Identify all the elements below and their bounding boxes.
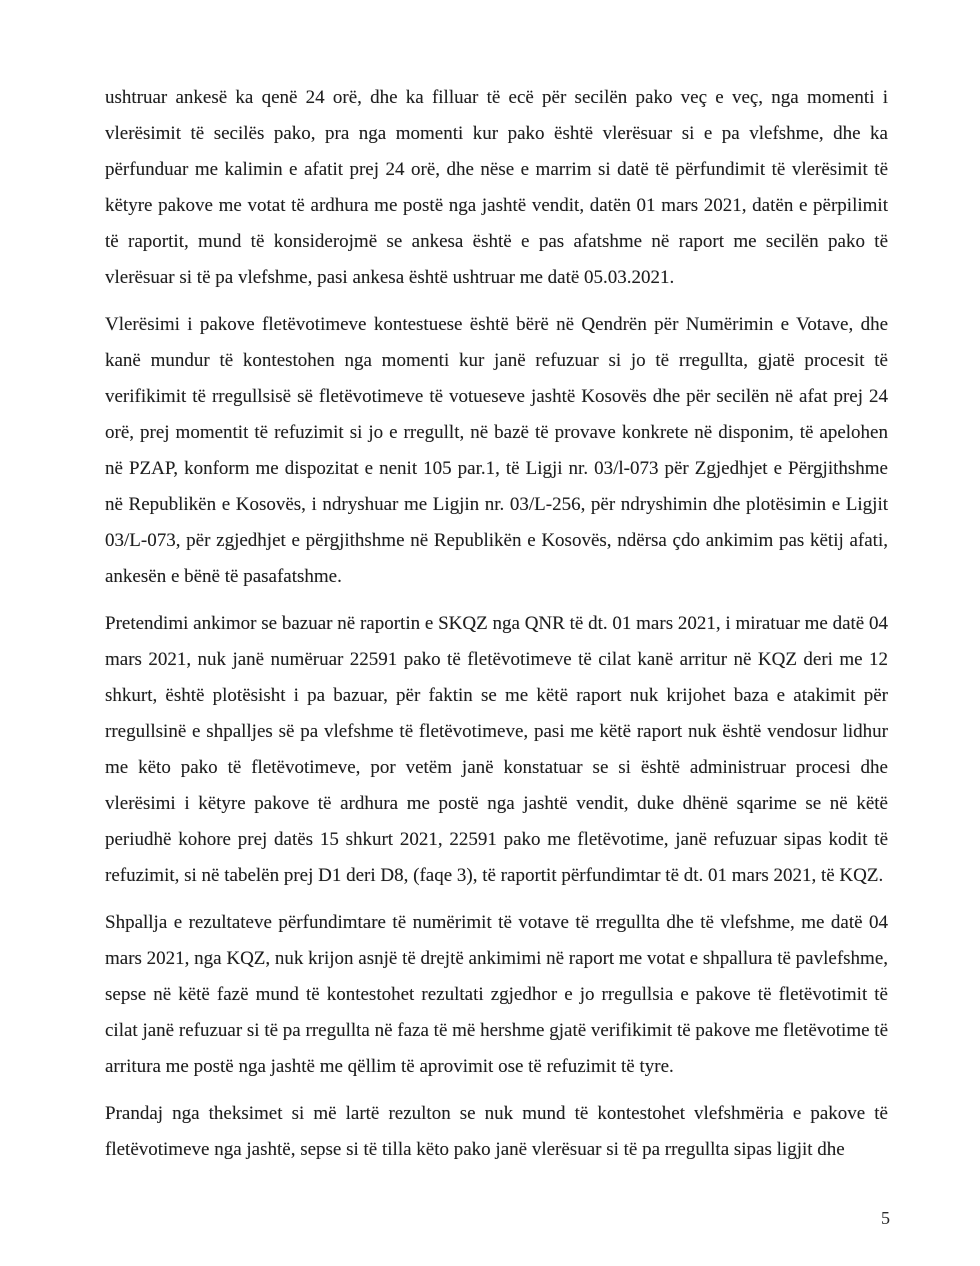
page-number: 5 <box>881 1208 890 1228</box>
paragraph-5: Prandaj nga theksimet si më lartë rezulton se nuk mund të kontestohet vlefshmëria e pakove të fletëvotimeve nga jashtë, sepse si të tilla këto pako janë vlerësuar si të pa rregullta sipas ligjit dhe <box>105 1103 888 1160</box>
paragraph-4: Shpallja e rezultateve përfundimtare të numërimit të votave të rregullta dhe të vlefshme, me datë 04 mars 2021, nga KQZ, nuk krijon asnjë të drejtë ankimimi në raport me votat e shpallura të pavlefshme, sepse në këtë fazë mund të kontestohet rezultati zgjedhor e jo rregullsia e pakove të fletëvotimit të cilat janë refuzuar si të pa rregullta në faza të më hershme gjatë verifikimit të pakove me fletëvotime të arritura me postë nga jashtë me qëllim të aprovimit ose të refuzimit të tyre. <box>105 912 888 1077</box>
paragraph-1: ushtruar ankesë ka qenë 24 orë, dhe ka filluar të ecë për secilën pako veç e veç, nga momenti i vlerësimit të secilës pako, pra nga momenti kur pako është vlerësuar si e pa vlefshme, dhe ka përfunduar me kalimin e afatit prej 24 orë, dhe nëse e marrim si datë të përfundimit të vlerësimit të këtyre pakove me votat të ardhura me postë nga jashtë vendit, datën 01 mars 2021, datën e përpilimit të raportit, mund të konsiderojmë se ankesa është e pas afatshme në raport me secilën pako të vlerësuar si të pa vlefshme, pasi ankesa është ushtruar me datë 05.03.2021. <box>105 87 888 288</box>
paragraph-2: Vlerësimi i pakove fletëvotimeve kontestuese është bërë në Qendrën për Numërimin e Votave, dhe kanë mundur të kontestohen nga momenti kur janë refuzuar si jo të rregullta, gjatë procesit të verifikimit të rregullsisë së fletëvotimeve të votueseve jashtë Kosovës dhe për secilën në afat prej 24 orë, prej momentit të refuzimit si jo e rregullt, në bazë të provave konkrete në disponim, të apelohen në PZAP, konform me dispozitat e nenit 105 par.1, të Ligji nr. 03/l-073 për Zgjedhjet e Përgjithshme në Republikën e Kosovës, i ndryshuar me Ligjin nr. 03/L-256, për ndryshimin dhe plotësimin e Ligjit 03/L-073, për zgjedhjet e përgjithshme në Republikën e Kosovës, ndërsa çdo ankimim pas këtij afati, ankesën e bënë të pasafatshme. <box>105 314 888 587</box>
paragraph-3: Pretendimi ankimor se bazuar në raportin e SKQZ nga QNR të dt. 01 mars 2021, i miratuar me datë 04 mars 2021, nuk janë numëruar 22591 pako të fletëvotimeve të cilat kanë arritur në KQZ deri me 12 shkurt, është plotësisht i pa bazuar, për faktin se me këtë raport nuk krijohet baza e atakimit për rregullsinë e shpalljes së pa vlefshme të fletëvotimeve, pasi me këtë raport nuk është vendosur lidhur me këto pako të fletëvotimeve, por vetëm janë konstatuar se si është administruar procesi dhe vlerësimi i këtyre pakove të ardhura me postë nga jashtë vendit, duke dhënë sqarime se në këtë periudhë kohore prej datës 15 shkurt 2021, 22591 pako me fletëvotime, janë refuzuar sipas kodit të refuzimit, si në tabelën prej D1 deri D8, (faqe 3), të raportit përfundimtar të dt. 01 mars 2021, të KQZ. <box>105 613 888 886</box>
document-body <box>105 80 888 1179</box>
